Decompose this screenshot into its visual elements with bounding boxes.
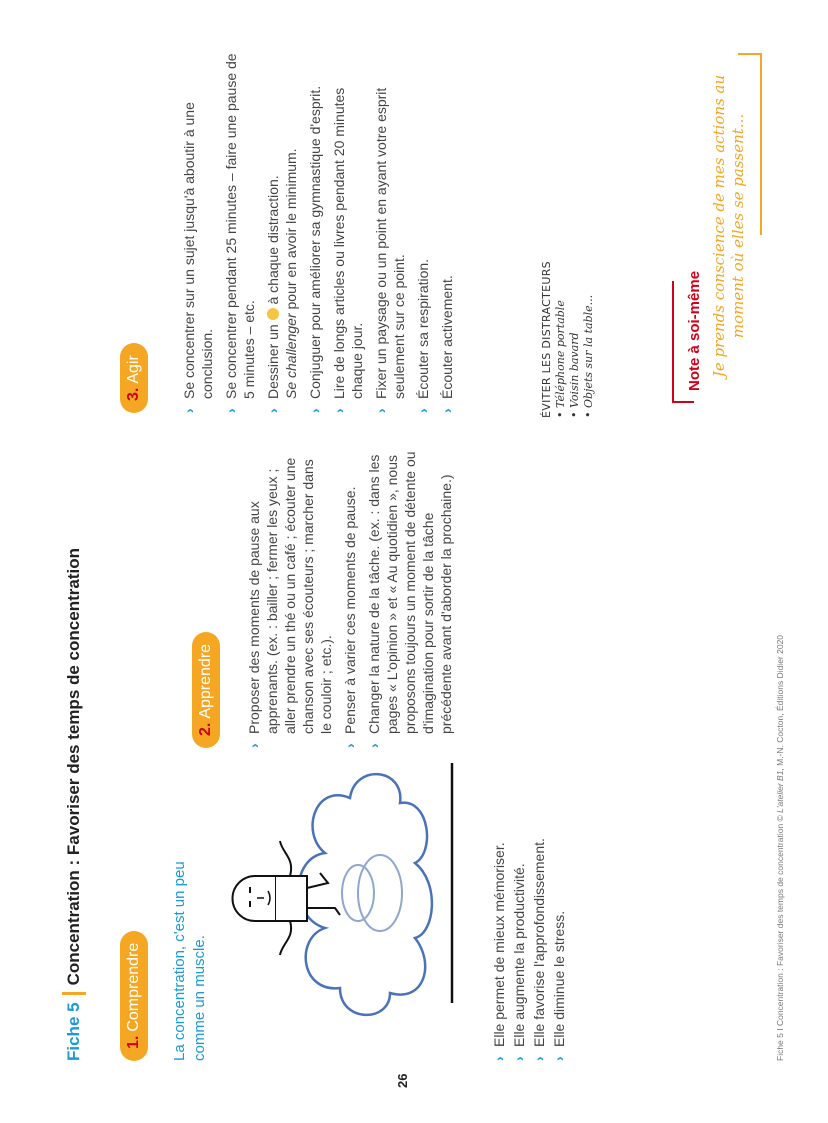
item-text: Fixer un paysage ou un point en ayant votre esprit seulement sur ce point. xyxy=(373,87,407,399)
header-divider xyxy=(62,992,86,995)
chevron-icon: › xyxy=(342,743,358,748)
chevron-icon: › xyxy=(223,408,239,413)
footer-book-title: L'atelier B1 xyxy=(775,770,785,813)
item-text: à chaque distraction. xyxy=(265,175,281,305)
section-label: Apprendre xyxy=(197,643,214,719)
chevron-icon: › xyxy=(373,408,389,413)
list-item xyxy=(530,771,548,1061)
item-text: pour en avoir le minimum. xyxy=(283,148,299,314)
list-item xyxy=(341,448,359,748)
item-text: Elle favorise l'approfondissement. xyxy=(531,838,547,1047)
chevron-icon: › xyxy=(531,1056,547,1061)
chevron-icon: › xyxy=(551,1056,567,1061)
section-badge-apprendre xyxy=(192,632,220,748)
apprendre-list xyxy=(245,448,461,748)
item-text: Voisin bavard xyxy=(568,332,581,408)
section-label: Comprendre xyxy=(125,942,142,1032)
chevron-icon: › xyxy=(439,408,455,413)
agir-list xyxy=(180,53,462,413)
list-item xyxy=(222,53,258,413)
section-label: Agir xyxy=(125,355,142,384)
chevron-icon: › xyxy=(511,1056,527,1061)
item-text: Changer la nature de la tâche. (ex. : dans les pages « L'opinion » et « Au quotidien », nous proposons toujours un moment de détente ou d'imagination pour sortir de la tâche précédente avant d'aborder la prochaine.) xyxy=(366,451,454,734)
item-text: Se concentrer pendant 25 minutes – faire une pause de 5 minutes – etc. xyxy=(223,53,257,399)
list-item xyxy=(245,448,335,748)
distractors-box xyxy=(540,261,596,418)
item-text: Elle permet de mieux mémoriser. xyxy=(491,842,507,1047)
chevron-icon: › xyxy=(331,408,347,413)
page-number: 26 xyxy=(395,1073,410,1088)
item-text: Proposer des moments de pause aux apprenants. (ex. : bailler ; fermer les yeux ; aller prendre un thé ou un café ; écouter une chanson avec ses écouteurs ; marcher dans le couloir ; etc.). xyxy=(246,457,334,734)
list-item xyxy=(438,53,456,413)
list-item xyxy=(550,771,568,1061)
chevron-icon: › xyxy=(366,743,382,748)
item-text: Penser à varier ces moments de pause. xyxy=(342,486,358,734)
comprendre-lead: La concentration, c'est un peu comme un muscle. xyxy=(171,861,208,1061)
section-number: 2. xyxy=(197,722,214,736)
chevron-icon: › xyxy=(415,408,431,413)
item-text: Elle augmente la productivité. xyxy=(511,863,527,1047)
chevron-icon: › xyxy=(491,1056,507,1061)
list-item xyxy=(264,53,300,413)
list-item xyxy=(365,448,455,748)
item-text: Lire de longs articles ou livres pendant 20 minutes chaque jour. xyxy=(331,87,365,399)
comprendre-list xyxy=(490,771,570,1061)
list-item xyxy=(372,53,408,413)
item-text: Conjuguer pour améliorer sa gymnastique d'esprit. xyxy=(307,85,323,399)
section-number: 3. xyxy=(125,387,142,401)
distractor-item: • Voisin bavard xyxy=(568,332,581,418)
distractor-item: • Objets sur la table... xyxy=(582,294,595,418)
page-title: Concentration : Favoriser des temps de concentration xyxy=(64,548,83,986)
list-item xyxy=(490,771,508,1061)
section-badge-comprendre xyxy=(120,931,148,1061)
sad-face-icon xyxy=(267,308,279,320)
footer-text: , M.-N. Cocton, Éditions Didier 2020 xyxy=(775,634,785,771)
note-heading: Note à soi-même xyxy=(686,270,703,391)
item-text: Se concentrer sur un sujet jusqu'à aboutir à une conclusion. xyxy=(181,102,215,399)
section-badge-agir xyxy=(120,343,148,413)
note-box xyxy=(672,53,762,403)
list-item xyxy=(414,53,432,413)
chevron-icon: › xyxy=(265,408,281,413)
footer-text: Fiche 5 I Concentration : Favoriser des temps de concentration © xyxy=(775,812,785,1061)
chevron-icon: › xyxy=(246,743,262,748)
fiche-label: Fiche 5 xyxy=(64,1002,83,1061)
distractors-heading: ÉVITER LES DISTRACTEURS xyxy=(540,261,553,418)
chevron-icon: › xyxy=(181,408,197,413)
page-footer xyxy=(775,635,785,1061)
item-text: Dessiner un xyxy=(265,324,281,399)
list-item xyxy=(180,53,216,413)
item-text: Écouter sa respiration. xyxy=(415,258,431,399)
page-header xyxy=(62,548,86,1061)
item-text: Objets sur la table... xyxy=(582,294,595,408)
meditation-illustration-icon xyxy=(220,748,470,1033)
item-text: Téléphone portable xyxy=(554,300,567,408)
item-text: Écouter activement. xyxy=(439,275,455,399)
item-emphasis: Se challenger xyxy=(283,313,299,399)
list-item xyxy=(306,53,324,413)
note-text: Je prends conscience de mes actions au moment où elles se passent... xyxy=(710,74,747,378)
distractor-item: • Téléphone portable xyxy=(554,300,567,418)
list-item xyxy=(330,53,366,413)
section-number: 1. xyxy=(125,1035,142,1049)
item-text: Elle diminue le stress. xyxy=(551,910,567,1047)
chevron-icon: › xyxy=(307,408,323,413)
list-item xyxy=(510,771,528,1061)
